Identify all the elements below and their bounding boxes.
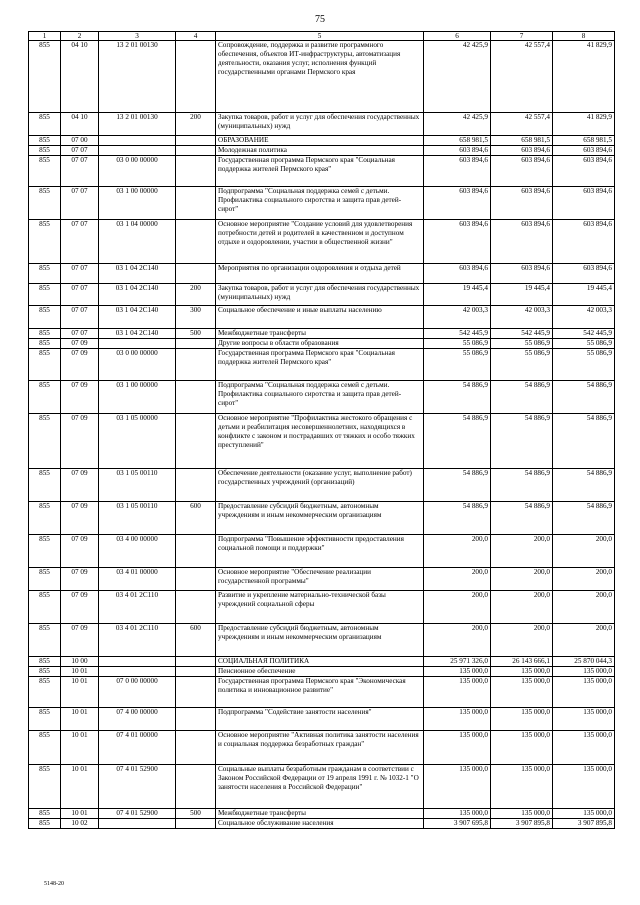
table-row (29, 381, 615, 414)
cell-target-article (99, 136, 176, 146)
cell-description: Основное мероприятие "Обеспечение реализации государственной программы" (216, 568, 424, 591)
cell-section-code: 07 07 (61, 329, 99, 339)
cell-admin-code: 855 (29, 220, 61, 264)
cell-amount-year2: 55 086,9 (491, 339, 553, 349)
table-row (29, 624, 615, 657)
cell-expense-type (176, 708, 216, 731)
cell-description: Закупка товаров, работ и услуг для обеспечения государственных (муниципальных) нужд (216, 113, 424, 136)
cell-amount-year1: 54 886,9 (424, 502, 491, 535)
cell-amount-year1: 135 000,0 (424, 731, 491, 765)
cell-section-code: 07 00 (61, 136, 99, 146)
cell-amount-year2: 200,0 (491, 568, 553, 591)
cell-section-code: 10 01 (61, 731, 99, 765)
cell-target-article (99, 146, 176, 156)
cell-expense-type (176, 657, 216, 667)
cell-section-code: 07 09 (61, 469, 99, 502)
cell-target-article (99, 339, 176, 349)
cell-target-article: 03 1 05 00110 (99, 469, 176, 502)
cell-amount-year2: 603 894,6 (491, 264, 553, 284)
cell-amount-year1: 658 981,5 (424, 136, 491, 146)
cell-admin-code: 855 (29, 819, 61, 829)
cell-amount-year1: 55 086,9 (424, 349, 491, 381)
cell-expense-type (176, 339, 216, 349)
cell-expense-type: 500 (176, 329, 216, 339)
cell-section-code: 04 10 (61, 113, 99, 136)
cell-amount-year1: 603 894,6 (424, 146, 491, 156)
table-row (29, 809, 615, 819)
cell-expense-type (176, 414, 216, 469)
cell-amount-year1: 42 425,9 (424, 113, 491, 136)
cell-description: Основное мероприятие "Создание условий для удовлетворения потребности детей и родителей в качественном и доступном отдыхе и оздоровлении, участии в общественной жизни" (216, 220, 424, 264)
cell-amount-year3: 41 829,9 (553, 113, 615, 136)
table-row (29, 677, 615, 708)
cell-description: Основное мероприятие "Активная политика занятости населения и социальная поддержка безработных граждан" (216, 731, 424, 765)
cell-amount-year3: 135 000,0 (553, 708, 615, 731)
cell-amount-year2: 19 445,4 (491, 284, 553, 306)
cell-admin-code: 855 (29, 731, 61, 765)
cell-section-code: 07 07 (61, 220, 99, 264)
cell-amount-year3: 54 886,9 (553, 414, 615, 469)
cell-description: Государственная программа Пермского края "Экономическая политика и инновационное развитие" (216, 677, 424, 708)
cell-admin-code: 855 (29, 708, 61, 731)
cell-expense-type (176, 146, 216, 156)
cell-expense-type (176, 349, 216, 381)
cell-target-article: 03 4 01 2C110 (99, 624, 176, 657)
cell-amount-year2: 3 907 895,8 (491, 819, 553, 829)
table-row (29, 667, 615, 677)
cell-admin-code: 855 (29, 568, 61, 591)
cell-description: Молодежная политика (216, 146, 424, 156)
header-row (29, 32, 615, 41)
cell-amount-year3: 19 445,4 (553, 284, 615, 306)
cell-expense-type (176, 41, 216, 113)
table-row (29, 469, 615, 502)
cell-amount-year1: 42 003,3 (424, 306, 491, 329)
cell-description: ОБРАЗОВАНИЕ (216, 136, 424, 146)
cell-description: Межбюджетные трансферты (216, 329, 424, 339)
cell-admin-code: 855 (29, 765, 61, 809)
cell-admin-code: 855 (29, 624, 61, 657)
cell-section-code: 07 07 (61, 284, 99, 306)
cell-target-article: 07 4 01 52900 (99, 765, 176, 809)
cell-section-code: 10 01 (61, 809, 99, 819)
cell-admin-code: 855 (29, 809, 61, 819)
cell-expense-type (176, 535, 216, 568)
cell-target-article: 03 1 05 00110 (99, 502, 176, 535)
cell-expense-type (176, 819, 216, 829)
cell-description: Пенсионное обеспечение (216, 667, 424, 677)
cell-target-article: 07 4 00 00000 (99, 708, 176, 731)
table-row (29, 819, 615, 829)
cell-expense-type (176, 677, 216, 708)
cell-amount-year3: 55 086,9 (553, 349, 615, 381)
cell-description: Развитие и укрепление материально-технической базы учреждений социальной сферы (216, 591, 424, 624)
table-row (29, 657, 615, 667)
cell-amount-year1: 603 894,6 (424, 187, 491, 220)
cell-amount-year3: 542 445,9 (553, 329, 615, 339)
header-cell: 6 (424, 32, 491, 41)
header-cell: 2 (61, 32, 99, 41)
cell-target-article (99, 657, 176, 667)
cell-section-code: 10 02 (61, 819, 99, 829)
cell-description: Мероприятия по организации оздоровления и отдыха детей (216, 264, 424, 284)
table-row (29, 264, 615, 284)
cell-target-article: 07 0 00 00000 (99, 677, 176, 708)
cell-amount-year1: 603 894,6 (424, 220, 491, 264)
cell-expense-type: 200 (176, 284, 216, 306)
cell-amount-year1: 603 894,6 (424, 264, 491, 284)
cell-amount-year1: 200,0 (424, 568, 491, 591)
cell-admin-code: 855 (29, 339, 61, 349)
table-row (29, 284, 615, 306)
cell-admin-code: 855 (29, 657, 61, 667)
cell-amount-year2: 135 000,0 (491, 677, 553, 708)
cell-amount-year3: 200,0 (553, 568, 615, 591)
cell-amount-year1: 54 886,9 (424, 381, 491, 414)
cell-amount-year3: 54 886,9 (553, 381, 615, 414)
page-number: 75 (315, 14, 325, 25)
header-cell: 3 (99, 32, 176, 41)
cell-amount-year2: 603 894,6 (491, 156, 553, 187)
cell-expense-type: 600 (176, 502, 216, 535)
cell-amount-year1: 55 086,9 (424, 339, 491, 349)
cell-amount-year2: 42 557,4 (491, 113, 553, 136)
cell-amount-year1: 135 000,0 (424, 677, 491, 708)
cell-target-article: 07 4 01 00000 (99, 731, 176, 765)
cell-description: Предоставление субсидий бюджетным, автономным учреждениям и иным некоммерческим организациям (216, 502, 424, 535)
cell-amount-year3: 135 000,0 (553, 765, 615, 809)
cell-amount-year1: 135 000,0 (424, 708, 491, 731)
header-cell: 8 (553, 32, 615, 41)
cell-admin-code: 855 (29, 41, 61, 113)
cell-admin-code: 855 (29, 284, 61, 306)
cell-amount-year2: 26 143 666,1 (491, 657, 553, 667)
cell-amount-year2: 54 886,9 (491, 502, 553, 535)
footer-code: 5148-20 (44, 881, 64, 887)
table-row (29, 220, 615, 264)
cell-amount-year3: 54 886,9 (553, 469, 615, 502)
cell-target-article: 03 1 04 2C140 (99, 329, 176, 339)
cell-section-code: 07 09 (61, 381, 99, 414)
cell-amount-year1: 135 000,0 (424, 809, 491, 819)
cell-description: Другие вопросы в области образования (216, 339, 424, 349)
cell-amount-year1: 42 425,9 (424, 41, 491, 113)
cell-amount-year2: 42 557,4 (491, 41, 553, 113)
cell-amount-year3: 200,0 (553, 535, 615, 568)
cell-section-code: 07 07 (61, 187, 99, 220)
cell-amount-year2: 603 894,6 (491, 187, 553, 220)
cell-amount-year2: 200,0 (491, 591, 553, 624)
cell-admin-code: 855 (29, 591, 61, 624)
cell-section-code: 07 09 (61, 339, 99, 349)
cell-expense-type: 500 (176, 809, 216, 819)
cell-amount-year3: 55 086,9 (553, 339, 615, 349)
cell-amount-year3: 603 894,6 (553, 187, 615, 220)
cell-target-article (99, 819, 176, 829)
cell-description: Государственная программа Пермского края "Социальная поддержка жителей Пермского края" (216, 349, 424, 381)
cell-amount-year3: 42 003,3 (553, 306, 615, 329)
cell-admin-code: 855 (29, 349, 61, 381)
table-row (29, 535, 615, 568)
cell-section-code: 07 07 (61, 306, 99, 329)
header-cell: 7 (491, 32, 553, 41)
cell-expense-type (176, 136, 216, 146)
cell-expense-type (176, 667, 216, 677)
cell-expense-type: 600 (176, 624, 216, 657)
cell-admin-code: 855 (29, 469, 61, 502)
cell-expense-type (176, 591, 216, 624)
cell-target-article: 13 2 01 00130 (99, 41, 176, 113)
table-row (29, 349, 615, 381)
cell-section-code: 07 09 (61, 591, 99, 624)
cell-admin-code: 855 (29, 113, 61, 136)
cell-amount-year3: 200,0 (553, 591, 615, 624)
cell-expense-type (176, 568, 216, 591)
table-row (29, 502, 615, 535)
cell-amount-year3: 25 870 044,3 (553, 657, 615, 667)
cell-section-code: 07 09 (61, 414, 99, 469)
cell-description: Межбюджетные трансферты (216, 809, 424, 819)
cell-target-article: 03 1 00 00000 (99, 187, 176, 220)
cell-target-article: 03 1 04 2C140 (99, 284, 176, 306)
cell-amount-year1: 200,0 (424, 591, 491, 624)
table-row (29, 708, 615, 731)
cell-amount-year2: 54 886,9 (491, 414, 553, 469)
table-row (29, 731, 615, 765)
cell-amount-year1: 200,0 (424, 535, 491, 568)
cell-admin-code: 855 (29, 136, 61, 146)
table-row (29, 591, 615, 624)
cell-amount-year2: 54 886,9 (491, 469, 553, 502)
cell-amount-year1: 200,0 (424, 624, 491, 657)
cell-section-code: 04 10 (61, 41, 99, 113)
cell-amount-year3: 200,0 (553, 624, 615, 657)
cell-amount-year2: 135 000,0 (491, 731, 553, 765)
table-row (29, 339, 615, 349)
cell-expense-type (176, 469, 216, 502)
cell-admin-code: 855 (29, 306, 61, 329)
cell-admin-code: 855 (29, 667, 61, 677)
cell-target-article: 03 4 00 00000 (99, 535, 176, 568)
cell-amount-year2: 658 981,5 (491, 136, 553, 146)
cell-section-code: 07 07 (61, 146, 99, 156)
cell-expense-type (176, 731, 216, 765)
cell-amount-year2: 200,0 (491, 535, 553, 568)
cell-amount-year3: 135 000,0 (553, 677, 615, 708)
cell-admin-code: 855 (29, 381, 61, 414)
cell-expense-type (176, 220, 216, 264)
cell-description: Социальные выплаты безработным гражданам в соответствии с Законом Российской Федерации от 19 апреля 1991 г. № 1032-1 "О занятости населения в Российской Федерации" (216, 765, 424, 809)
cell-section-code: 07 09 (61, 349, 99, 381)
cell-target-article: 03 1 05 00000 (99, 414, 176, 469)
cell-amount-year1: 542 445,9 (424, 329, 491, 339)
cell-amount-year2: 200,0 (491, 624, 553, 657)
table-row (29, 156, 615, 187)
cell-section-code: 10 01 (61, 708, 99, 731)
cell-admin-code: 855 (29, 264, 61, 284)
header-cell: 5 (216, 32, 424, 41)
cell-expense-type (176, 264, 216, 284)
cell-section-code: 07 07 (61, 156, 99, 187)
cell-amount-year3: 603 894,6 (553, 146, 615, 156)
cell-target-article: 03 0 00 00000 (99, 349, 176, 381)
cell-description: Подпрограмма "Социальная поддержка семей с детьми. Профилактика социального сиротства и защита прав детей-сирот" (216, 381, 424, 414)
table-row (29, 113, 615, 136)
cell-amount-year3: 41 829,9 (553, 41, 615, 113)
cell-amount-year2: 135 000,0 (491, 765, 553, 809)
cell-amount-year2: 55 086,9 (491, 349, 553, 381)
table-body (29, 41, 615, 829)
cell-section-code: 07 09 (61, 535, 99, 568)
cell-expense-type (176, 187, 216, 220)
cell-expense-type: 300 (176, 306, 216, 329)
cell-amount-year2: 54 886,9 (491, 381, 553, 414)
cell-description: Государственная программа Пермского края "Социальная поддержка жителей Пермского края" (216, 156, 424, 187)
cell-amount-year3: 603 894,6 (553, 264, 615, 284)
cell-amount-year3: 135 000,0 (553, 731, 615, 765)
cell-amount-year1: 25 971 326,0 (424, 657, 491, 667)
cell-target-article: 03 4 01 00000 (99, 568, 176, 591)
table-row (29, 414, 615, 469)
cell-amount-year3: 135 000,0 (553, 809, 615, 819)
cell-section-code: 07 09 (61, 568, 99, 591)
table-row (29, 765, 615, 809)
cell-description: Предоставление субсидий бюджетным, автономным учреждениям и иным некоммерческим организациям (216, 624, 424, 657)
cell-description: Закупка товаров, работ и услуг для обеспечения государственных (муниципальных) нужд (216, 284, 424, 306)
cell-target-article: 03 1 04 00000 (99, 220, 176, 264)
cell-description: Основное мероприятие "Профилактика жестокого обращения с детьми и реабилитация несовершеннолетних, находящихся в конфликте с законом и пострадавших от тяжких и особо тяжких преступлений" (216, 414, 424, 469)
table-row (29, 136, 615, 146)
cell-admin-code: 855 (29, 414, 61, 469)
cell-admin-code: 855 (29, 146, 61, 156)
cell-section-code: 07 09 (61, 502, 99, 535)
cell-amount-year1: 54 886,9 (424, 414, 491, 469)
cell-admin-code: 855 (29, 156, 61, 187)
cell-target-article: 13 2 01 00130 (99, 113, 176, 136)
cell-amount-year2: 603 894,6 (491, 146, 553, 156)
cell-description: Подпрограмма "Социальная поддержка семей с детьми. Профилактика социального сиротства и защита прав детей-сирот" (216, 187, 424, 220)
header-cell: 4 (176, 32, 216, 41)
cell-amount-year2: 603 894,6 (491, 220, 553, 264)
cell-amount-year1: 603 894,6 (424, 156, 491, 187)
cell-target-article: 03 1 04 2C140 (99, 264, 176, 284)
table-row (29, 329, 615, 339)
cell-target-article: 03 1 00 00000 (99, 381, 176, 414)
cell-amount-year1: 54 886,9 (424, 469, 491, 502)
cell-section-code: 10 01 (61, 677, 99, 708)
cell-amount-year2: 42 003,3 (491, 306, 553, 329)
cell-target-article: 07 4 01 52900 (99, 809, 176, 819)
cell-amount-year3: 135 000,0 (553, 667, 615, 677)
cell-admin-code: 855 (29, 535, 61, 568)
cell-amount-year2: 135 000,0 (491, 667, 553, 677)
cell-description: Подпрограмма "Содействие занятости населения" (216, 708, 424, 731)
cell-admin-code: 855 (29, 677, 61, 708)
cell-description: Социальное обеспечение и иные выплаты населению (216, 306, 424, 329)
cell-admin-code: 855 (29, 502, 61, 535)
cell-description: СОЦИАЛЬНАЯ ПОЛИТИКА (216, 657, 424, 667)
header-cell: 1 (29, 32, 61, 41)
cell-target-article: 03 1 04 2C140 (99, 306, 176, 329)
cell-admin-code: 855 (29, 329, 61, 339)
cell-amount-year3: 658 981,5 (553, 136, 615, 146)
cell-section-code: 10 01 (61, 667, 99, 677)
cell-section-code: 10 01 (61, 765, 99, 809)
cell-target-article (99, 667, 176, 677)
cell-section-code: 10 00 (61, 657, 99, 667)
cell-amount-year2: 135 000,0 (491, 809, 553, 819)
cell-amount-year1: 135 000,0 (424, 667, 491, 677)
cell-description: Сопровождение, поддержка и развитие программного обеспечения, объектов ИТ-инфраструктуры, автоматизация деятельности, оказания услуг, исполнения функций государственными органами Пермского края (216, 41, 424, 113)
cell-description: Обеспечение деятельности (оказание услуг, выполнение работ) государственных учреждений (организаций) (216, 469, 424, 502)
cell-amount-year3: 3 907 895,8 (553, 819, 615, 829)
cell-section-code: 07 07 (61, 264, 99, 284)
cell-amount-year2: 135 000,0 (491, 708, 553, 731)
cell-section-code: 07 09 (61, 624, 99, 657)
cell-expense-type: 200 (176, 113, 216, 136)
cell-expense-type (176, 765, 216, 809)
table-row (29, 41, 615, 113)
cell-amount-year3: 54 886,9 (553, 502, 615, 535)
table-row (29, 568, 615, 591)
cell-target-article: 03 4 01 2C110 (99, 591, 176, 624)
budget-table (28, 31, 615, 829)
cell-target-article: 03 0 00 00000 (99, 156, 176, 187)
cell-amount-year2: 542 445,9 (491, 329, 553, 339)
cell-description: Подпрограмма "Повышение эффективности предоставления социальной помощи и поддержки" (216, 535, 424, 568)
cell-description: Социальное обслуживание населения (216, 819, 424, 829)
cell-amount-year3: 603 894,6 (553, 156, 615, 187)
cell-expense-type (176, 381, 216, 414)
cell-amount-year1: 135 000,0 (424, 765, 491, 809)
cell-amount-year3: 603 894,6 (553, 220, 615, 264)
cell-amount-year1: 3 907 695,8 (424, 819, 491, 829)
table-row (29, 146, 615, 156)
cell-admin-code: 855 (29, 187, 61, 220)
table-row (29, 187, 615, 220)
cell-amount-year1: 19 445,4 (424, 284, 491, 306)
cell-expense-type (176, 156, 216, 187)
table-row (29, 306, 615, 329)
